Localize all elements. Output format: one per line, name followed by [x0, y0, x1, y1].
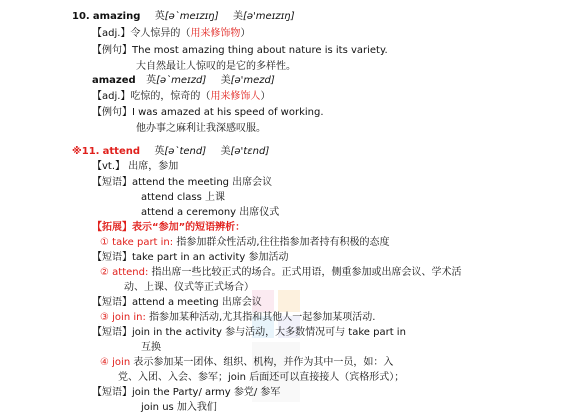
key-mark: ※: [72, 146, 82, 157]
usage-item-take-part-in: [100, 236, 390, 249]
uk-phonetic: [ə`meɪzɪŋ]: [164, 11, 219, 22]
usage-note: 用来修饰人: [210, 91, 261, 102]
item-number: ③: [100, 312, 109, 323]
us-phonetic: [ə'meɪzɪŋ]: [242, 11, 295, 22]
phrase-tag: 【短语】: [92, 387, 132, 398]
headword: amazed: [92, 75, 136, 86]
us-label: 美: [232, 11, 243, 22]
usage-note: 用来修饰物: [190, 28, 241, 39]
headword: attend: [102, 146, 141, 157]
pos-tag: 【adj.】: [92, 91, 131, 102]
item-term: join: [112, 357, 131, 368]
item-description: 指参加群众性活动,往往指参加者持有积极的态度: [176, 237, 390, 248]
item-term: take part in:: [112, 237, 174, 248]
phrase: join the Party/ army 参党/ 参军: [132, 387, 281, 398]
definition-close: ）: [240, 28, 251, 39]
us-label: 美: [220, 146, 231, 157]
phrase-cont: 互换: [141, 342, 161, 353]
uk-label: 英: [146, 75, 157, 86]
entry-number: 10.: [72, 11, 90, 22]
phrase-line: [92, 296, 262, 309]
item-number: ①: [100, 237, 109, 248]
uk-label: 英: [154, 146, 165, 157]
us-phonetic: [ə'mezd]: [230, 75, 275, 86]
definition: 令人惊异的（: [130, 28, 191, 39]
us-label: 美: [220, 75, 231, 86]
phrase-tag: 【短语】: [92, 297, 132, 308]
phrase: join us 加入我们: [141, 402, 217, 413]
item-description-cont: 动、上课、仪式等正式场合）: [124, 282, 254, 293]
entry-amazing-example: [92, 44, 388, 57]
uk-phonetic: [ə`tend]: [164, 146, 207, 157]
example-chinese: 大自然最让人惊叹的是它的多样性。: [136, 61, 296, 72]
example-tag: 【例句】: [92, 45, 132, 56]
phrase-tag: 【短语】: [92, 252, 132, 263]
definition: 吃惊的，惊奇的（: [130, 91, 211, 102]
phrase-tag: 【短语】: [92, 327, 132, 338]
example-english: The most amazing thing about nature is its variety.: [132, 45, 388, 56]
example-tag: 【例句】: [92, 107, 132, 118]
pos-tag: 【adj.】: [92, 28, 131, 39]
phrase: attend a ceremony 出席仪式: [141, 207, 280, 218]
pos-tag: 【vt.】: [92, 161, 126, 172]
item-number: ②: [100, 267, 109, 278]
entry-amazing-header: [72, 10, 295, 23]
phrase-tag: 【短语】: [92, 177, 132, 188]
usage-item-join: [100, 356, 393, 369]
phrase: attend a meeting 出席会议: [132, 297, 262, 308]
item-description: 表示参加某一团体、组织、机构，并作为其中一员，如：入: [133, 357, 394, 368]
usage-item-attend: [100, 266, 462, 279]
entry-attend-definition: [92, 160, 178, 173]
entry-attend-header: [72, 145, 269, 158]
entry-amazed-header: [92, 74, 275, 87]
phrase-line: [92, 251, 288, 264]
item-description-cont: 党、入团、入会、参军；join 后面还可以直接接人（宾格形式）；: [118, 372, 405, 383]
item-description: 指出席一些比较正式的场合。正式用语，侧重参加或出席会议、学术活: [151, 267, 462, 278]
definition-close: ）: [260, 91, 271, 102]
item-number: ④: [100, 357, 109, 368]
headword: amazing: [92, 11, 141, 22]
item-term: attend:: [112, 267, 149, 278]
usage-item-join-in: [100, 311, 375, 324]
phrase-line: [92, 386, 280, 399]
uk-label: 英: [154, 11, 165, 22]
phrase-line: [92, 326, 406, 339]
phrase: attend class 上课: [141, 192, 225, 203]
uk-phonetic: [ə`meɪzd]: [156, 75, 207, 86]
phrase: join in the activity 参与活动，大多数情况可与 take part in: [132, 327, 406, 338]
definition: 出席，参加: [128, 161, 179, 172]
example-chinese: 他办事之麻利让我深感叹服。: [136, 123, 266, 134]
entry-amazed-definition: [92, 90, 270, 103]
entry-amazing-definition: [92, 27, 250, 40]
example-english: I was amazed at his speed of working.: [132, 107, 324, 118]
extension-heading: 【拓展】表示“参加”的短语辨析：: [92, 222, 246, 233]
phrase-line: [92, 176, 272, 189]
item-term: join in:: [112, 312, 146, 323]
entry-amazed-example: [92, 106, 324, 119]
item-description: 指参加某种活动,尤其指和其他人一起参加某项活动.: [149, 312, 376, 323]
us-phonetic: [ə'tɛnd]: [230, 146, 270, 157]
phrase: take part in an activity 参加活动: [132, 252, 289, 263]
phrase: attend the meeting 出席会议: [132, 177, 273, 188]
entry-number: 11.: [81, 146, 100, 157]
